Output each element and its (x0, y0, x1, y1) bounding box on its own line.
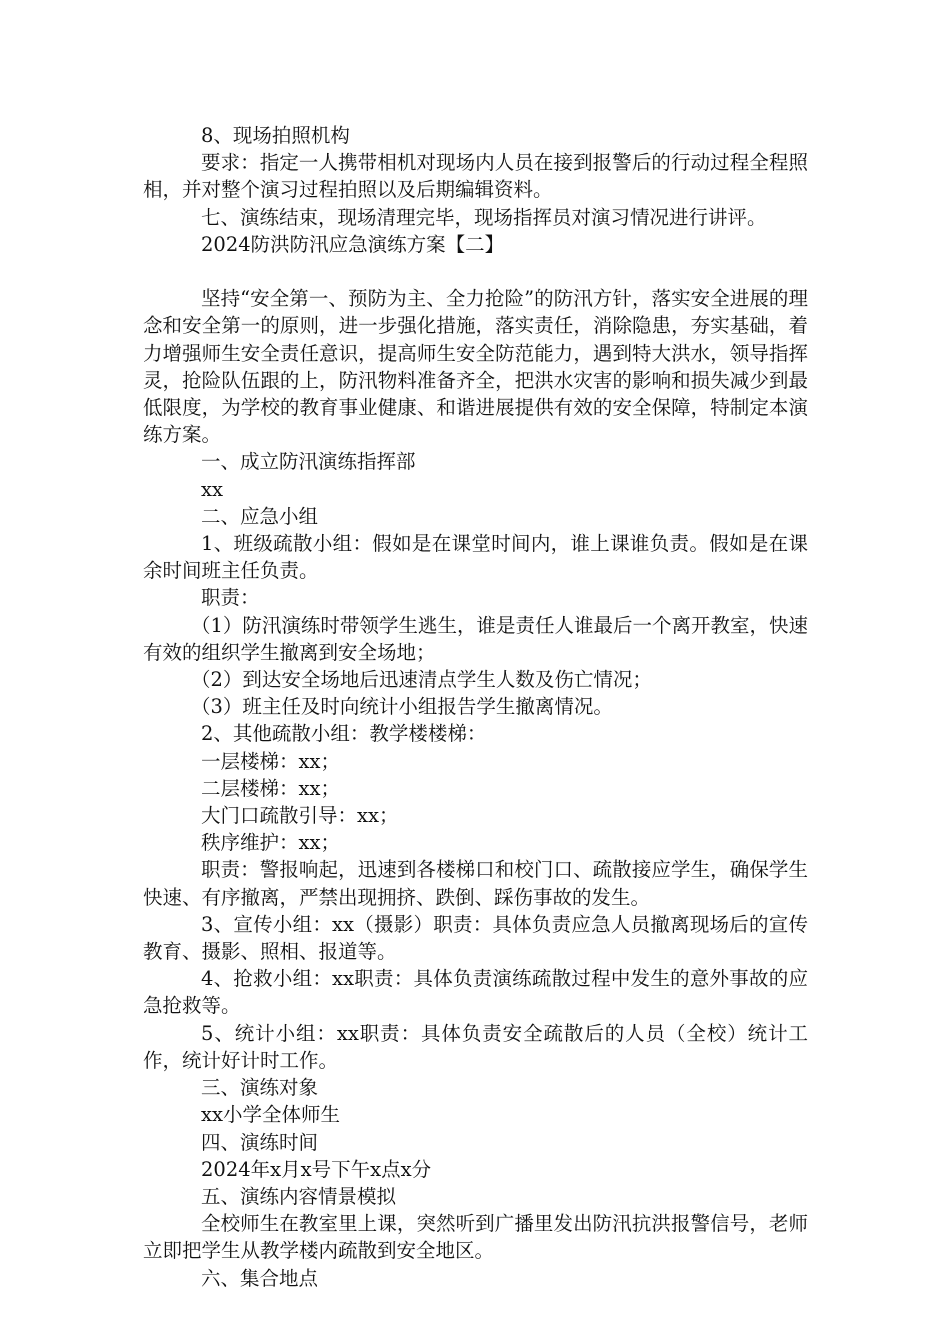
paragraph: 1、班级疏散小组：假如是在课堂时间内，谁上课谁负责。假如是在课余时间班主任负责。 (143, 532, 808, 583)
paragraph: 2、其他疏散小组：教学楼楼梯： (201, 722, 487, 746)
document-subtitle: 2024防洪防汛应急演练方案【二】 (201, 232, 505, 256)
blank-line (143, 258, 808, 285)
paragraph: 5、统计小组：xx职责：具体负责安全疏散后的人员（全校）统计工作，统计好计时工作。 (143, 1021, 808, 1072)
paragraph: 4、抢救小组：xx职责：具体负责演练疏散过程中发生的意外事故的应急抢救等。 (143, 967, 808, 1018)
paragraph: 职责：警报响起，迅速到各楼梯口和校门口、疏散接应学生，确保学生快速、有序撤离，严禁出现拥挤、跌倒、踩伤事故的发生。 (143, 858, 808, 909)
section-heading: 五、演练内容情景模拟 (201, 1184, 397, 1208)
list-item: 二层楼梯：xx； (201, 776, 340, 800)
list-item: 大门口疏散引导：xx； (201, 804, 399, 828)
section-heading: 三、演练对象 (201, 1076, 319, 1100)
list-item: （2）到达安全场地后迅速清点学生人数及伤亡情况； (191, 668, 652, 692)
list-item: 秩序维护：xx； (201, 831, 340, 855)
list-item: （3）班主任及时向统计小组报告学生撤离情况。 (191, 695, 613, 719)
section-heading: 一、成立防汛演练指挥部 (201, 450, 416, 474)
section-heading: 8、现场拍照机构 (201, 124, 350, 147)
paragraph: 职责： (201, 586, 260, 610)
paragraph: 要求：指定一人携带相机对现场内人员在接到报警后的行动过程全程照相，并对整个演习过程拍照以及后期编辑资料。 (143, 151, 808, 202)
section-heading: 二、应急小组 (201, 504, 319, 528)
document-body (143, 122, 808, 1292)
paragraph: 全校师生在教室里上课，突然听到广播里发出防汛抗洪报警信号，老师立即把学生从教学楼内疏散到安全地区。 (143, 1212, 808, 1263)
paragraph: 3、宣传小组：xx（摄影）职责：具体负责应急人员撤离现场后的宣传教育、摄影、照相、报道等。 (143, 912, 808, 964)
paragraph: xx小学全体师生 (201, 1103, 340, 1127)
paragraph: 2024年x月x号下午x点x分 (201, 1157, 432, 1181)
paragraph: 七、演练结束，现场清理完毕，现场指挥员对演习情况进行讲评。 (201, 205, 767, 229)
list-item: （1）防汛演练时带领学生逃生，谁是责任人谁最后一个离开教室，快速有效的组织学生撤离到安全场地； (143, 613, 808, 664)
section-heading: 四、演练时间 (201, 1130, 319, 1154)
list-item: 一层楼梯：xx； (201, 749, 340, 773)
section-heading: 六、集合地点 (201, 1266, 319, 1290)
paragraph: 坚持“安全第一、预防为主、全力抢险”的防汛方针，落实安全进展的理念和安全第一的原则，进一步强化措施，落实责任，消除隐患，夯实基础，着力增强师生安全责任意识，提高师生安全防范能力，遇到特大洪水，领导指挥灵，抢险队伍跟的上，防汛物料准备齐全，把洪水灾害的影响和损失减少到最低限度，为学校的教育事业健康、和谐进展提供有效的安全保障，特制定本演练方案。 (143, 287, 808, 447)
paragraph: xx (201, 477, 223, 501)
